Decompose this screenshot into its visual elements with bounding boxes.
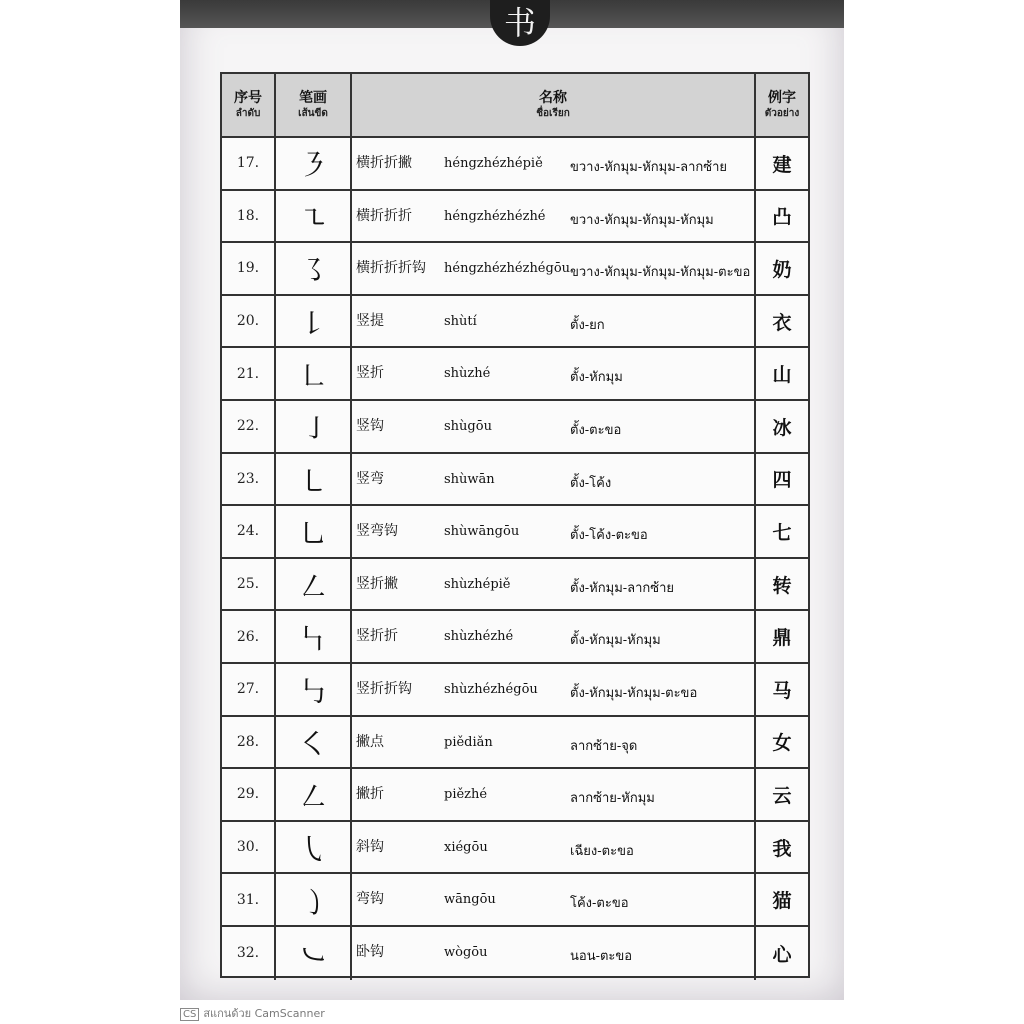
example-character: 马 <box>772 679 792 702</box>
stroke-name-pinyin: shùwān <box>444 471 495 487</box>
stroke-name-thai: ขวาง-หักมุม-หักมุม-หักมุม <box>570 212 714 228</box>
stroke-name <box>352 296 756 347</box>
table-row <box>222 191 808 244</box>
table-row <box>222 401 808 454</box>
stroke-name <box>352 401 756 452</box>
stroke-name-pinyin: wāngōu <box>444 892 496 908</box>
stroke-glyph: ㇃ <box>276 927 352 980</box>
example-character: 衣 <box>772 311 792 334</box>
table-row <box>222 717 808 770</box>
table-row <box>222 138 808 191</box>
example-character: 四 <box>772 469 792 492</box>
stroke-name <box>352 874 756 925</box>
stroke-name-thai: ตั้ง-หักมุม <box>570 370 623 386</box>
stroke-glyph: ㇌ <box>276 243 352 294</box>
stroke-glyph: ㇗ <box>276 348 352 399</box>
header-stroke: 笔画 เส้นขีด <box>276 74 352 136</box>
stroke-glyph: ㇛ <box>276 717 352 768</box>
example-character: 凸 <box>772 206 792 229</box>
row-number: 25. <box>222 559 276 610</box>
stroke-name <box>352 611 756 662</box>
stroke-name-thai: โค้ง-ตะขอ <box>570 896 629 912</box>
stroke-name-pinyin: héngzhézhézhé <box>444 208 546 224</box>
stroke-glyph: ㇙ <box>276 296 352 347</box>
stroke-name-chinese: 竖折折钩 <box>356 681 412 697</box>
book-logo: 书 <box>490 0 550 46</box>
stroke-name <box>352 559 756 610</box>
stroke-name-chinese: 横折折撇 <box>356 155 412 171</box>
stroke-name-thai: ตั้ง-หักมุม-หักมุม-ตะขอ <box>570 686 698 701</box>
stroke-name-chinese: 卧钩 <box>356 944 384 960</box>
stroke-name <box>352 717 756 768</box>
table-row <box>222 664 808 717</box>
stroke-glyph: ㇜ <box>276 769 352 820</box>
table-row <box>222 243 808 296</box>
table-row <box>222 506 808 559</box>
stroke-name <box>352 243 756 294</box>
table-row <box>222 454 808 507</box>
table-row <box>222 822 808 875</box>
stroke-glyph: ㇟ <box>276 506 352 557</box>
example-character: 七 <box>772 521 792 544</box>
stroke-name-chinese: 竖钩 <box>356 418 384 434</box>
stroke-name-pinyin: shùzhézhégōu <box>444 682 538 697</box>
stroke-table <box>220 72 810 978</box>
stroke-name <box>352 454 756 505</box>
stroke-name-chinese: 撇点 <box>356 733 384 750</box>
stroke-name-pinyin: héngzhézhézhégōu <box>444 261 571 277</box>
stroke-name-thai: นอน-ตะขอ <box>570 949 633 964</box>
example-character: 云 <box>772 784 792 807</box>
stroke-name <box>352 927 756 980</box>
stroke-name-thai: ตั้ง-ยก <box>570 317 605 333</box>
row-number: 31. <box>222 874 276 925</box>
example-character: 女 <box>772 732 792 755</box>
example-character: 奶 <box>772 258 792 281</box>
example-character: 心 <box>772 943 792 966</box>
row-number: 19. <box>222 243 276 294</box>
stroke-name-thai: ลากซ้าย-จุด <box>570 738 638 754</box>
header-name: 名称 ชื่อเรียก <box>352 74 756 136</box>
row-number: 29. <box>222 769 276 820</box>
example-character: 山 <box>772 364 792 387</box>
stroke-name <box>352 506 756 557</box>
row-number: 17. <box>222 138 276 189</box>
stroke-name-chinese: 横折折折 <box>356 207 412 224</box>
stroke-name-chinese: 竖弯 <box>356 470 384 487</box>
example-character: 建 <box>772 153 792 176</box>
header-example: 例字 ตัวอย่าง <box>756 74 808 136</box>
stroke-name-pinyin: shùzhé <box>444 366 491 382</box>
stroke-name-thai: ตั้ง-ตะขอ <box>570 423 622 438</box>
stroke-name-thai: ตั้ง-โค้ง-ตะขอ <box>570 528 648 544</box>
stroke-name-chinese: 横折折折钩 <box>356 260 426 277</box>
stroke-name-pinyin: shùgōu <box>444 419 492 434</box>
stroke-name-thai: ตั้ง-หักมุม-หักมุม <box>570 633 661 649</box>
table-row <box>222 559 808 612</box>
stroke-glyph: ㇂ <box>276 822 352 873</box>
row-number: 28. <box>222 717 276 768</box>
table-header-row <box>222 74 808 138</box>
row-number: 24. <box>222 506 276 557</box>
stroke-name-pinyin: héngzhézhépiě <box>444 156 543 171</box>
stroke-glyph: ㇍ <box>276 191 352 242</box>
stroke-name <box>352 138 756 189</box>
stroke-name-thai: ขวาง-หักมุม-หักมุม-ลากซ้าย <box>570 160 728 175</box>
stroke-name-chinese: 斜钩 <box>356 838 384 855</box>
book-page <box>180 0 844 1000</box>
example-character: 鼎 <box>772 627 792 650</box>
table-row <box>222 874 808 927</box>
row-number: 21. <box>222 348 276 399</box>
table-row <box>222 348 808 401</box>
stroke-name-chinese: 竖折撇 <box>356 575 398 592</box>
row-number: 20. <box>222 296 276 347</box>
stroke-name-pinyin: xiégōu <box>444 839 488 855</box>
stroke-name <box>352 769 756 820</box>
stroke-name-chinese: 竖提 <box>356 312 384 329</box>
stroke-glyph: ㇋ <box>276 138 352 189</box>
stroke-name-chinese: 竖弯钩 <box>356 523 398 540</box>
row-number: 30. <box>222 822 276 873</box>
stroke-name-thai: ตั้ง-หักมุม-ลากซ้าย <box>570 580 675 596</box>
example-character: 冰 <box>772 416 792 439</box>
row-number: 22. <box>222 401 276 452</box>
stroke-name <box>352 348 756 399</box>
stroke-glyph: ㇞ <box>276 611 352 662</box>
stroke-name-pinyin: shùzhézhé <box>444 629 514 645</box>
stroke-name-pinyin: piězhé <box>444 787 488 803</box>
stroke-name-thai: ขวาง-หักมุม-หักมุม-หักมุม-ตะขอ <box>570 265 751 281</box>
header-number: 序号 ลำดับ <box>222 74 276 136</box>
example-character: 我 <box>772 837 792 860</box>
stroke-name-chinese: 竖折折 <box>356 628 398 645</box>
stroke-glyph: ㇄ <box>276 454 352 505</box>
stroke-name-chinese: 竖折 <box>356 365 384 382</box>
camscanner-watermark: CS สแกนด้วย CamScanner <box>180 1004 325 1022</box>
table-row <box>222 927 808 980</box>
example-character: 猫 <box>772 890 792 913</box>
stroke-name-pinyin: shùtí <box>444 313 477 329</box>
stroke-glyph: ㇜ <box>276 559 352 610</box>
stroke-name <box>352 664 756 715</box>
stroke-glyph: ㇉ <box>276 664 352 715</box>
stroke-glyph: ㇁ <box>276 874 352 925</box>
table-row <box>222 296 808 349</box>
stroke-name-chinese: 撇折 <box>356 786 384 803</box>
stroke-glyph: ㇚ <box>276 401 352 452</box>
stroke-name-thai: ลากซ้าย-หักมุม <box>570 791 655 807</box>
example-character: 转 <box>772 574 792 597</box>
table-row <box>222 769 808 822</box>
stroke-name <box>352 822 756 873</box>
row-number: 32. <box>222 927 276 980</box>
stroke-name-pinyin: piědiǎn <box>444 734 493 750</box>
stroke-name-pinyin: shùzhépiě <box>444 576 511 592</box>
stroke-name-pinyin: shùwāngōu <box>444 524 520 540</box>
row-number: 26. <box>222 611 276 662</box>
row-number: 23. <box>222 454 276 505</box>
row-number: 18. <box>222 191 276 242</box>
table-row <box>222 611 808 664</box>
row-number: 27. <box>222 664 276 715</box>
stroke-name-thai: ตั้ง-โค้ง <box>570 475 612 491</box>
stroke-name-chinese: 弯钩 <box>356 891 384 908</box>
stroke-name-thai: เฉียง-ตะขอ <box>570 843 634 859</box>
stroke-name-pinyin: wògōu <box>444 945 488 960</box>
stroke-name <box>352 191 756 242</box>
